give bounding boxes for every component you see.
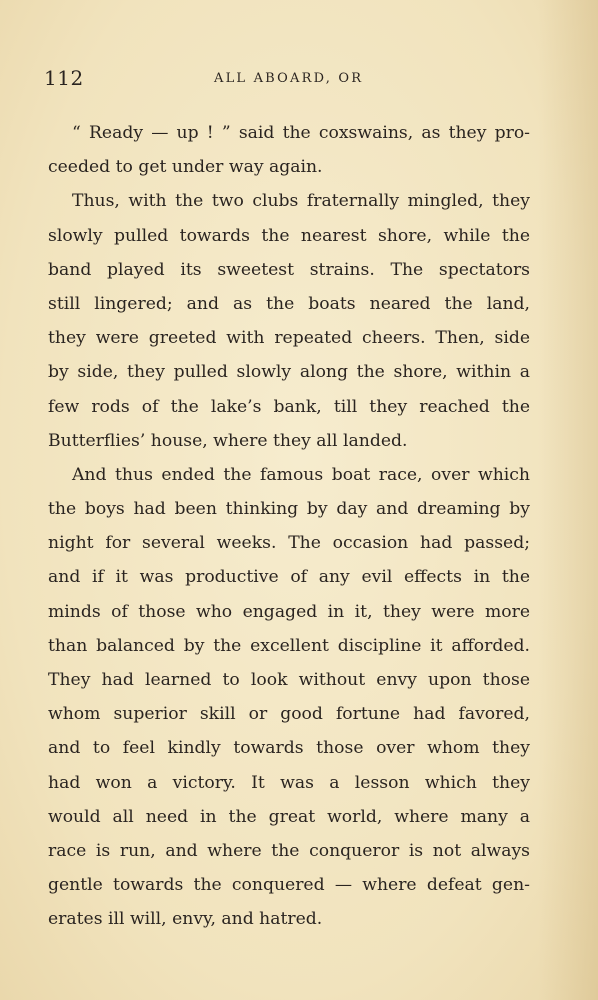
text-line: and to feel kindly towards those over whom they: [48, 738, 530, 759]
text-line: still lingered; and as the boats neared the land,: [48, 293, 530, 314]
text-line: night for several weeks. The occasion had passed;: [48, 533, 530, 554]
text-line: whom superior skill or good fortune had favored,: [48, 704, 530, 725]
paragraph-3: [48, 458, 530, 937]
text-line: had won a victory. It was a lesson which they: [48, 772, 530, 793]
body-text: [48, 116, 530, 937]
text-line: would all need in the great world, where many a: [48, 806, 530, 827]
page-number: 112: [44, 66, 84, 90]
text-line: erates ill will, envy, and hatred.: [48, 909, 323, 930]
text-line: band played its sweetest strains. The spectators: [48, 259, 530, 280]
text-line: by side, they pulled slowly along the shore, within a: [48, 362, 530, 383]
text-line: race is run, and where the conqueror is not always: [48, 840, 530, 861]
text-line: Thus, with the two clubs fraternally mingled, they: [72, 191, 530, 212]
text-line: Butterflies’ house, where they all landed.: [48, 430, 408, 451]
text-line: ceeded to get under way again.: [48, 157, 323, 178]
text-line: the boys had been thinking by day and dreaming by: [48, 499, 530, 520]
text-line: gentle towards the conquered — where defeat gen-: [48, 875, 530, 896]
page-header: [44, 66, 540, 90]
text-line: minds of those who engaged in it, they were more: [48, 601, 530, 622]
text-line: they were greeted with repeated cheers. Then, side: [48, 328, 530, 349]
text-line: few rods of the lake’s bank, till they reached the: [48, 396, 530, 417]
text-line: and if it was productive of any evil effects in the: [48, 567, 530, 588]
text-line: They had learned to look without envy upon those: [48, 670, 530, 690]
text-line: slowly pulled towards the nearest shore, while the: [48, 225, 530, 246]
text-line: than balanced by the excellent discipline it afforded.: [48, 635, 530, 656]
running-head: ALL ABOARD, OR: [214, 71, 364, 86]
text-line: And thus ended the famous boat race, over which: [72, 464, 530, 485]
paragraph-1: [48, 116, 530, 184]
text-line: “ Ready — up ! ” said the coxswains, as they pro-: [72, 123, 530, 143]
paragraph-2: [48, 184, 530, 458]
